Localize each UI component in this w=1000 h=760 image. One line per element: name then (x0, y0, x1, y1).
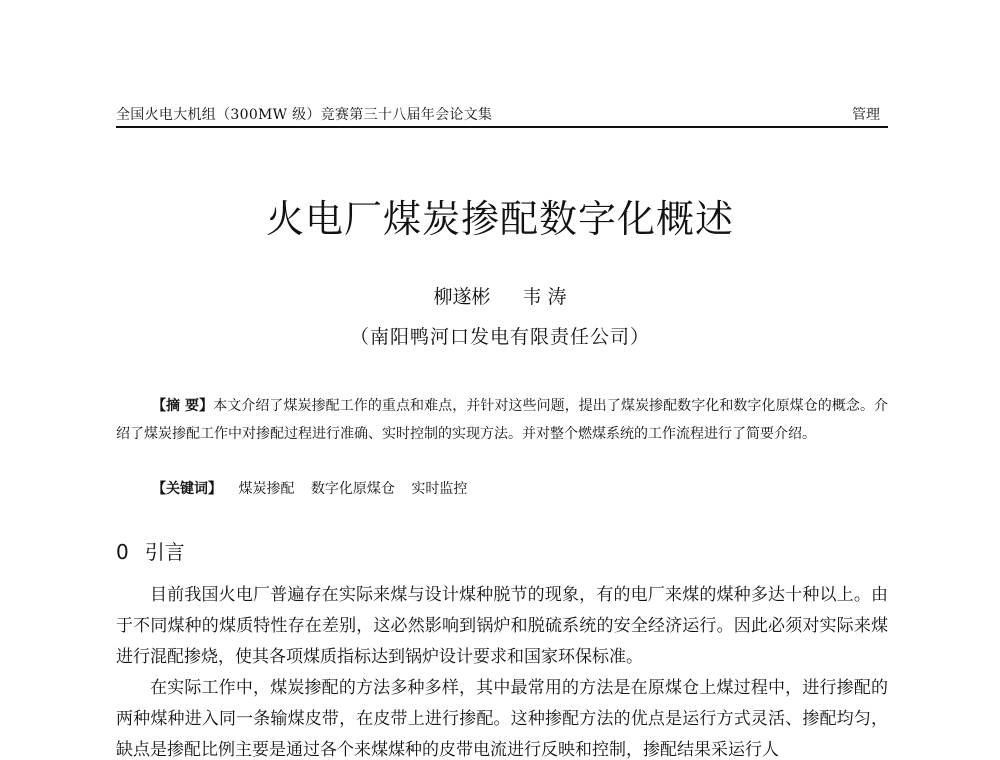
author-1: 柳遂彬 (433, 286, 491, 308)
paragraph-1: 目前我国火电厂普遍存在实际来煤与设计煤种脱节的现象，有的电厂来煤的煤种多达十种以上。由于不同煤种的煤质特性存在差别，这必然影响到锅炉和脱硫系统的安全经济运行。因此必须对实际来煤进行混配掺烧，使其各项煤质指标达到锅炉设计要求和国家环保标准。 (116, 585, 888, 667)
running-header-right: 管理 (852, 107, 880, 123)
section-title: 引言 (144, 540, 185, 564)
author-2: 韦 涛 (522, 286, 567, 308)
section-number: 0 (116, 540, 129, 564)
section-heading (116, 536, 185, 565)
abstract (116, 392, 888, 448)
affiliation: （南阳鸭河口发电有限责任公司） (349, 326, 650, 348)
keyword-3: 实时监控 (411, 481, 468, 497)
body-text (116, 580, 888, 760)
keywords (152, 478, 467, 498)
keywords-label: 【关键词】 (152, 481, 222, 497)
keyword-2: 数字化原煤仓 (310, 481, 395, 497)
paper-title: 火电厂煤炭掺配数字化概述 (265, 197, 734, 241)
authors (0, 282, 1000, 309)
paragraph-2: 在实际工作中，煤炭掺配的方法多种多样，其中最常用的方法是在原煤仓上煤过程中，进行掺配的两种煤种进入同一条输煤皮带，在皮带上进行掺配。这种掺配方法的优点是运行方式灵活、掺配均匀，缺点是掺配比例主要是通过各个来煤煤种的皮带电流进行反映和控制，掺配结果采运行人 (116, 678, 888, 760)
header-rule (116, 126, 888, 128)
keyword-1: 煤炭掺配 (238, 481, 295, 497)
running-header-left: 全国火电大机组（300MW 级）竞赛第三十八届年会论文集 (116, 107, 493, 123)
abstract-text: 本文介绍了煤炭掺配工作的重点和难点，并针对这些问题，提出了煤炭掺配数字化和数字化原煤仓的概念。介绍了煤炭掺配工作中对掺配过程进行准确、实时控制的实现方法。并对整个燃煤系统的工作流程进行了简要介绍。 (116, 398, 889, 442)
abstract-label: 【摘 要】 (152, 398, 214, 414)
